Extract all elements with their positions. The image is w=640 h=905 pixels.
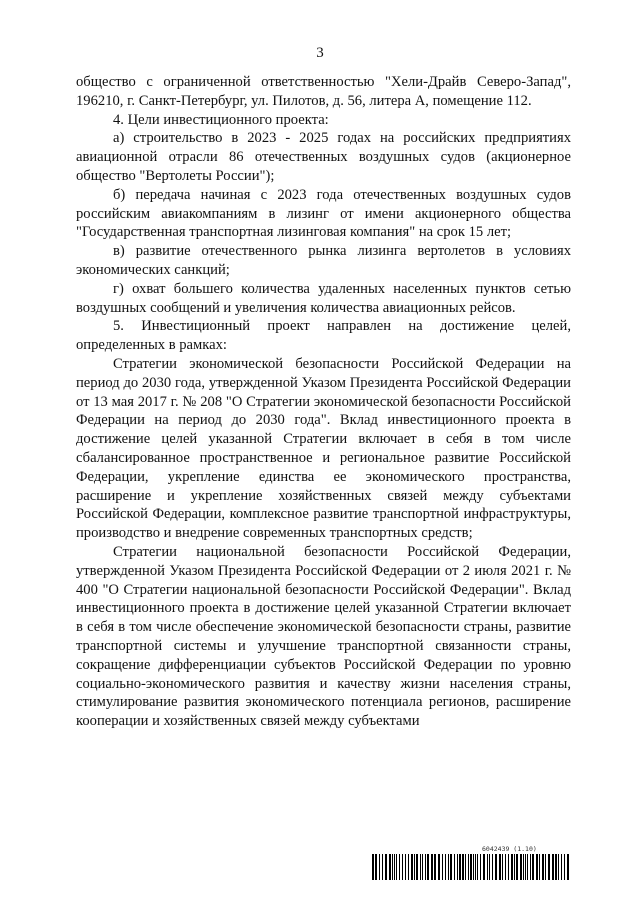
barcode-bars [372,854,572,880]
paragraph-goal-c: в) развитие отечественного рынка лизинга вертолетов в условиях экономических санкций; [76,243,571,278]
paragraph-economic-security-strategy: Стратегии экономической безопасности Российской Федерации на период до 2030 года, утвержденной Указом Президента Российской Федерации от 13 мая 2017 г. № 208 "О Стратегии экономической безопасности Российской Федерации на период до 2030 года". Вклад инвестиционного проекта в достижение целей указанной Стратегии включает в себя в том числе сбалансированное пространственное и региональное развитие Российской Федерации, укрепление единства ее экономического пространства, расширение и укрепление хозяйственных связей между субъектами Российской Федерации, комплексное развитие транспортной инфраструктуры, производство и внедрение современных транспортных средств; [76,355,571,542]
barcode-label: 6042439 (1.10) [482,845,537,853]
page-number: 3 [316,45,324,61]
paragraph-company-address: общество с ограниченной ответственностью "Хели-Драйв Северо-Запад", 196210, г. Санкт-Петербург, ул. Пилотов, д. 56, литера А, помещение 112. [76,74,571,109]
document-body [76,73,571,731]
paragraph-goal-a: а) строительство в 2023 - 2025 годах на российских предприятиях авиационной отрасли 86 отечественных воздушных судов (акционерное общество "Вертолеты России"); [76,130,571,184]
paragraph-goal-b: б) передача начиная с 2023 года отечественных воздушных судов российским авиакомпаниям в лизинг от имени акционерного общества "Государственная транспортная лизинговая компания" на срок 15 лет; [76,186,571,241]
barcode [372,845,572,885]
paragraph-goal-d: г) охват большего количества удаленных населенных пунктов сетью воздушных сообщений и увеличения количества авиационных рейсов. [76,280,571,316]
paragraph-section-4-heading: 4. Цели инвестиционного проекта: [113,111,329,128]
paragraph-section-5-heading: 5. Инвестиционный проект направлен на достижение целей, определенных в рамках: [76,318,571,354]
paragraph-national-security-strategy: Стратегии национальной безопасности Российской Федерации, утвержденной Указом Президента Российской Федерации от 2 июля 2021 г. № 400 "О Стратегии национальной безопасности Российской Федерации". Вклад инвестиционного проекта в достижение целей указанной Стратегии включает в себя в том числе обеспечение экономической безопасности страны, развитие транспортной системы и улучшение транспортной связанности страны, сокращение дифференциации субъектов Российской Федерации по уровню социально-экономического развития и качеству жизни населения страны, стимулирование развития экономического потенциала регионов, расширение кооперации и хозяйственных связей между субъектами [76,543,571,730]
